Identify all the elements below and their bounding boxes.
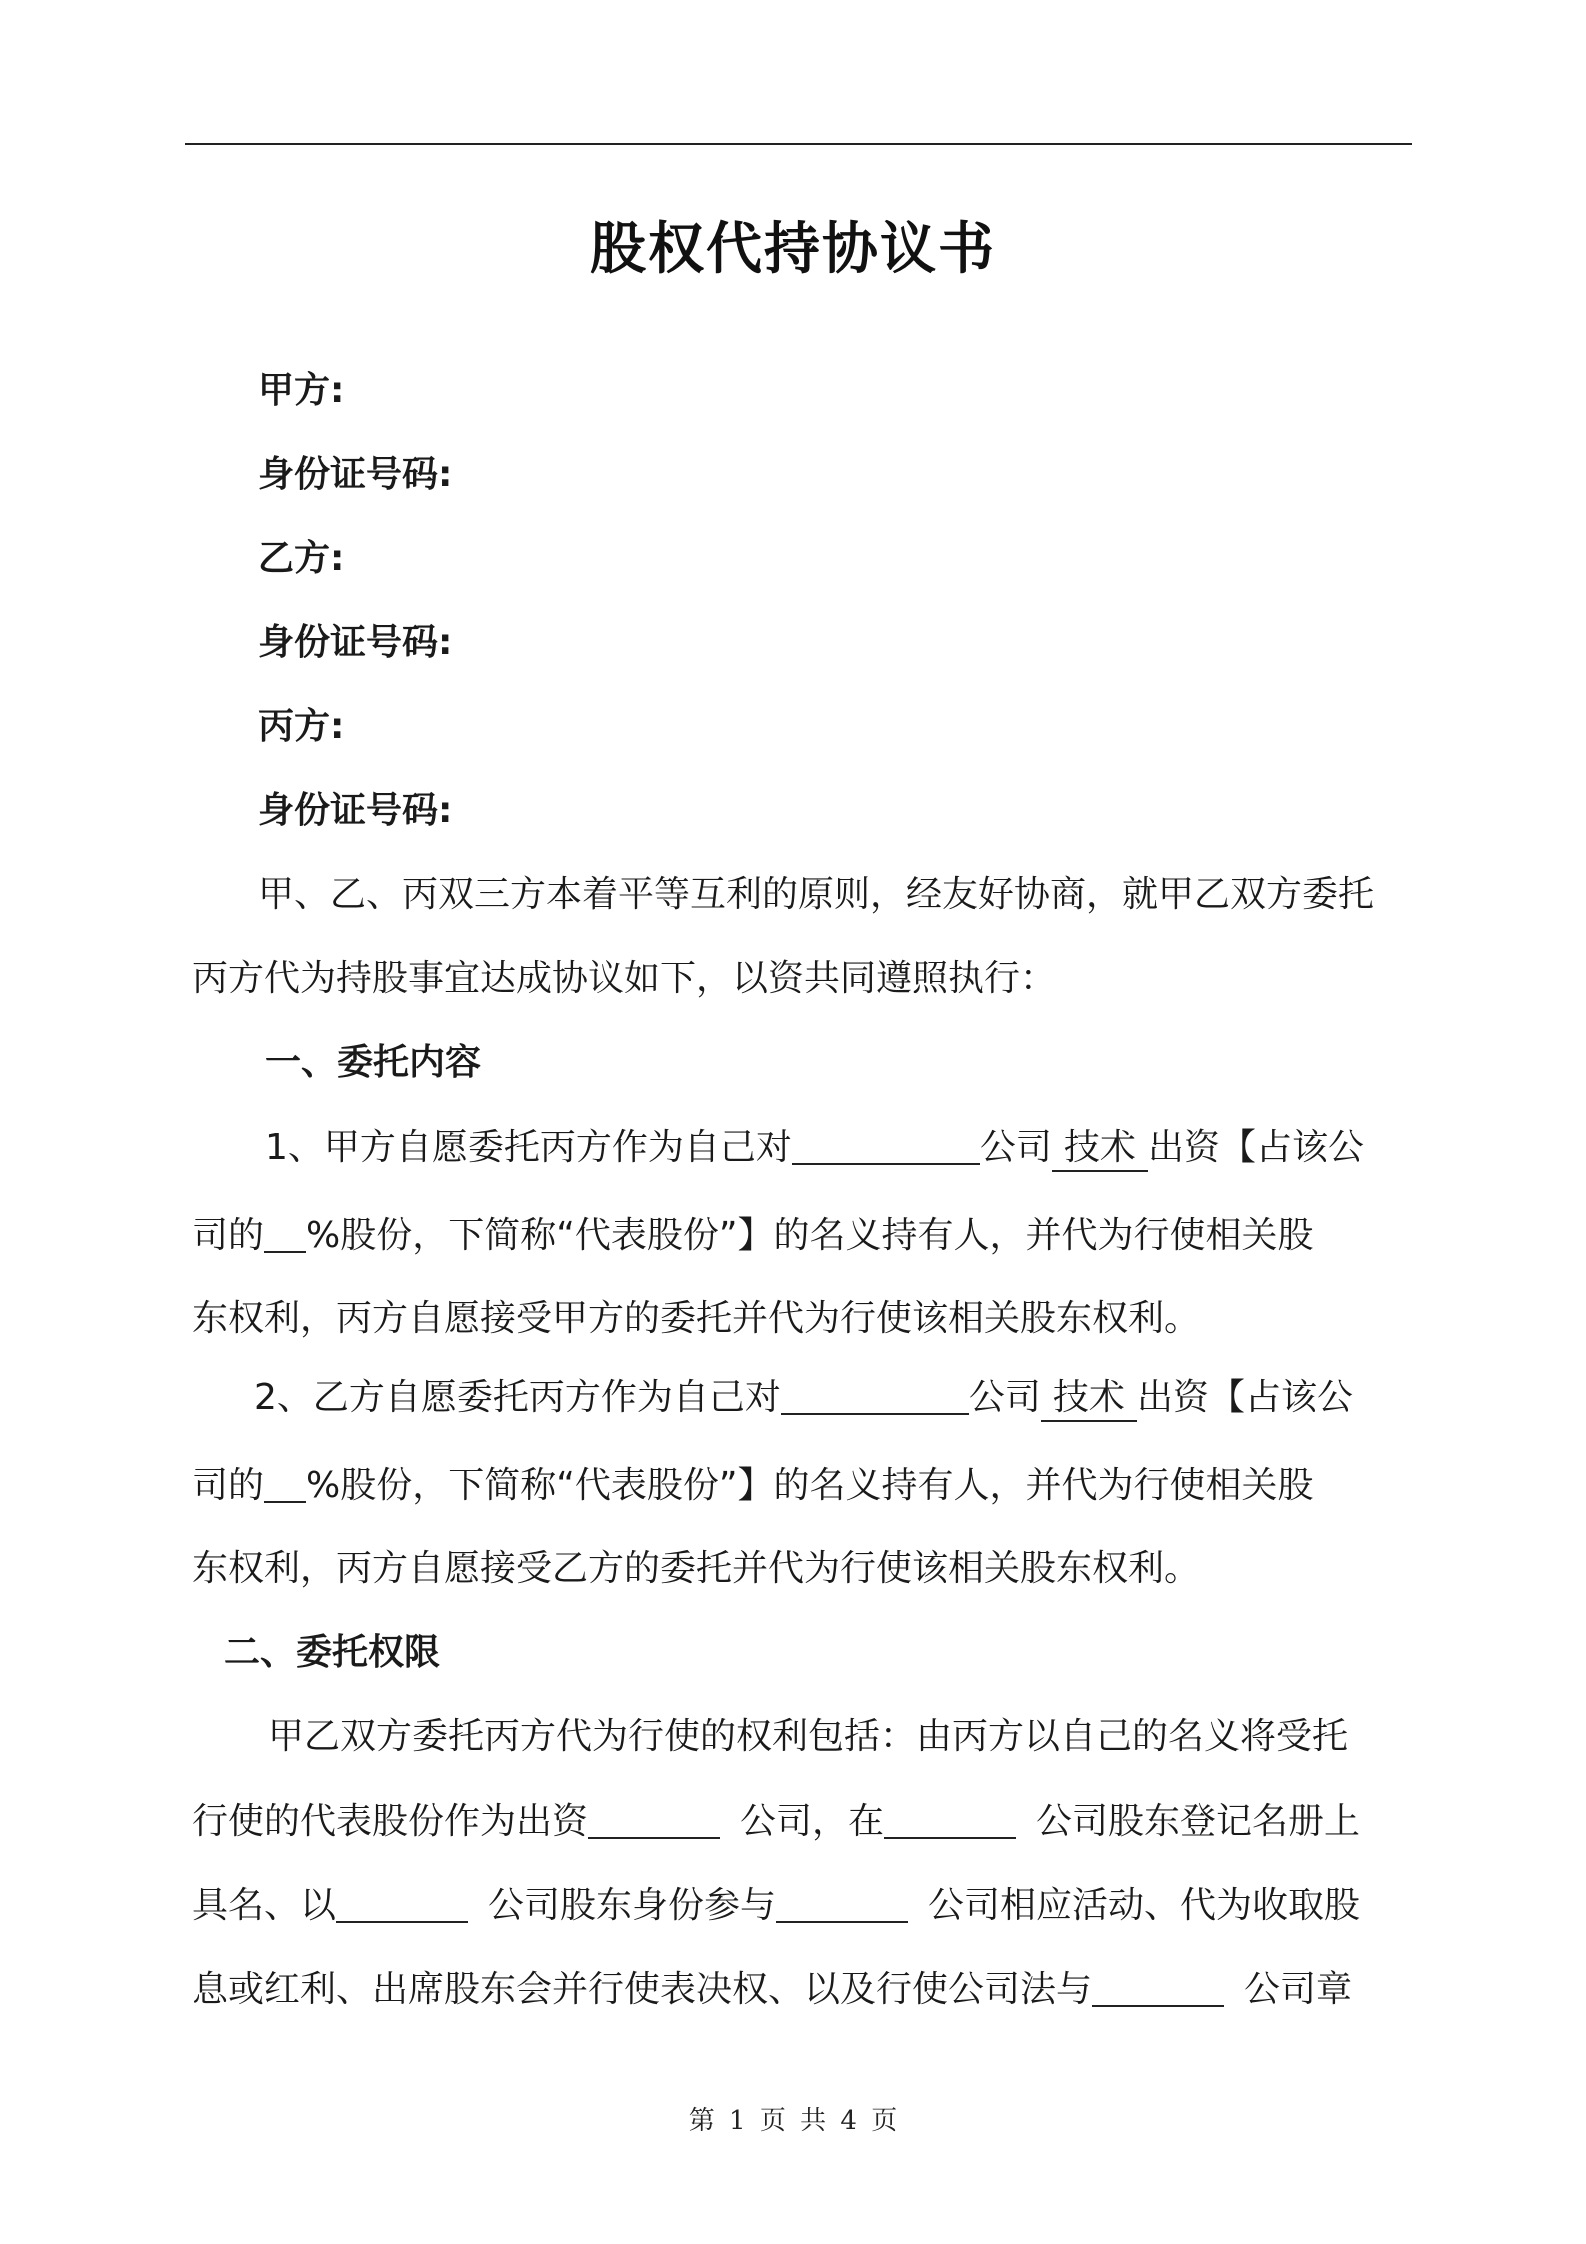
company-blank-2 — [781, 1373, 969, 1415]
page-footer: 第 1 页 共 4 页 — [688, 2106, 898, 2136]
section-2-text-4b: 公司章 — [1244, 1969, 1353, 2010]
item-1-line-1 — [265, 1123, 1364, 1172]
party-b-id-label: 身份证号码: — [258, 622, 453, 663]
section-2-heading: 二、委托权限 — [224, 1632, 441, 1673]
contribution-type-2: 技术 — [1041, 1376, 1137, 1422]
section-2-text-2b: 公司，在 — [740, 1801, 885, 1842]
fill-blank-2 — [884, 1797, 1016, 1839]
section-2-text-3a: 具名、以 — [192, 1885, 337, 1926]
section-1-heading: 一、委托内容 — [265, 1042, 482, 1083]
item-2-line-3: 东权利，丙方自愿接受乙方的委托并代为行使该相关股东权利。 — [192, 1548, 1201, 1589]
header-rule — [185, 143, 1412, 145]
item-1-text-b: 公司 — [979, 1127, 1052, 1168]
item-1-text-d: 出资【占该公 — [1147, 1127, 1364, 1168]
company-blank-1 — [792, 1123, 980, 1165]
item-2-line-1 — [254, 1373, 1353, 1422]
section-2-line-2 — [192, 1797, 1360, 1846]
section-2-text-2c: 公司股东登记名册上 — [1036, 1801, 1361, 1842]
item-2-text-a: 2、乙方自愿委托丙方作为自己对 — [254, 1377, 781, 1418]
fill-blank-4 — [776, 1881, 908, 1923]
item-1-line-3: 东权利，丙方自愿接受甲方的委托并代为行使该相关股东权利。 — [192, 1298, 1201, 1339]
party-c-label: 丙方: — [258, 706, 345, 747]
party-a-label: 甲方: — [258, 370, 345, 411]
fill-blank-3 — [336, 1881, 468, 1923]
item-2-text-b: 公司 — [968, 1377, 1041, 1418]
section-2-text-3b: 公司股东身份参与 — [488, 1885, 777, 1926]
party-a-id-label: 身份证号码: — [258, 454, 453, 495]
percent-blank-1 — [264, 1211, 306, 1253]
section-2-text-2a: 行使的代表股份作为出资 — [192, 1801, 589, 1842]
section-2-line-1: 甲乙双方委托丙方代为行使的权利包括：由丙方以自己的名义将受托 — [268, 1716, 1349, 1757]
fill-blank-5 — [1092, 1965, 1224, 2007]
section-2-line-4 — [192, 1965, 1352, 2014]
section-2-text-3c: 公司相应活动、代为收取股 — [928, 1885, 1361, 1926]
item-1-text-2b: %股份，下简称“代表股份”】的名义持有人，并代为行使相关股 — [306, 1215, 1314, 1256]
party-c-id-label: 身份证号码: — [258, 790, 453, 831]
section-2-text-4a: 息或红利、出席股东会并行使表决权、以及行使公司法与 — [192, 1969, 1093, 2010]
intro-line-1: 甲、乙、丙双三方本着平等互利的原则，经友好协商，就甲乙双方委托 — [258, 874, 1375, 915]
item-1-text-2a: 司的 — [192, 1215, 265, 1256]
item-2-text-2b: %股份，下简称“代表股份”】的名义持有人，并代为行使相关股 — [306, 1465, 1314, 1506]
item-2-line-2 — [192, 1461, 1314, 1510]
item-1-line-2 — [192, 1211, 1314, 1260]
party-b-label: 乙方: — [258, 538, 345, 579]
item-1-text-a: 1、甲方自愿委托丙方作为自己对 — [265, 1127, 792, 1168]
item-2-text-2a: 司的 — [192, 1465, 265, 1506]
fill-blank-1 — [588, 1797, 720, 1839]
intro-line-2: 丙方代为持股事宜达成协议如下，以资共同遵照执行： — [192, 958, 1057, 999]
document-title: 股权代持协议书 — [590, 217, 996, 282]
section-2-line-3 — [192, 1881, 1360, 1930]
item-2-text-d: 出资【占该公 — [1136, 1377, 1353, 1418]
contribution-type-1: 技术 — [1052, 1126, 1148, 1172]
percent-blank-2 — [264, 1461, 306, 1503]
